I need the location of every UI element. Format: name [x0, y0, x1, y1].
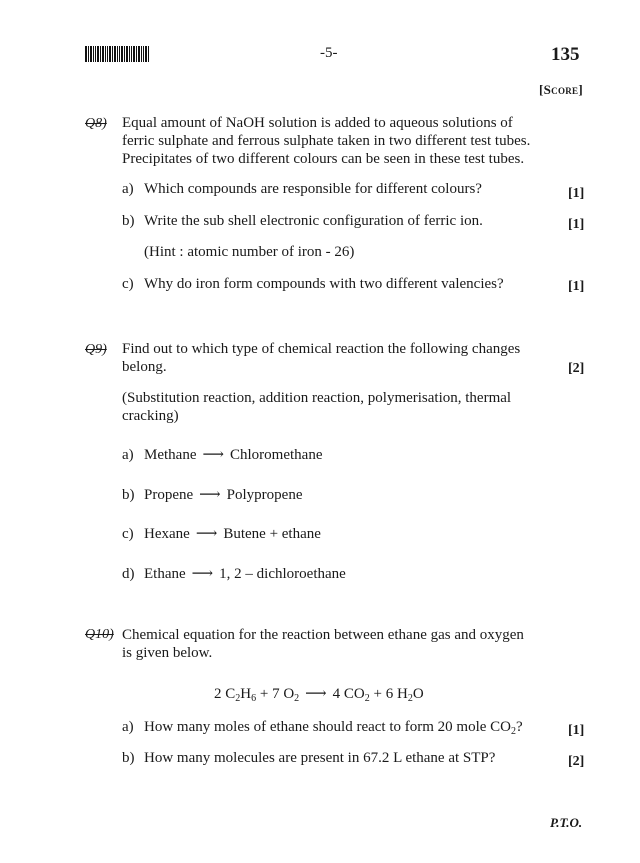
q9-options	[122, 389, 552, 425]
q9-options-line: cracking)	[122, 408, 179, 424]
q9-part-a: a) Methane ⟶ Chloromethane	[122, 447, 323, 463]
q8c-mark: [1]	[568, 279, 585, 294]
q10-number: Q10)	[85, 627, 114, 642]
q8-text-line: Precipitates of two different colours can be seen in these test tubes.	[122, 151, 525, 167]
q9-text	[122, 340, 552, 376]
q8-hint: (Hint : atomic number of iron - 26)	[144, 244, 355, 260]
q9-number: Q9)	[85, 342, 107, 357]
score-heading: [Score]	[539, 82, 583, 97]
reaction-arrow-icon: ⟶	[195, 526, 218, 542]
q9-part-d: d) Ethane ⟶ 1, 2 – dichloroethane	[122, 566, 346, 582]
q8-part-c: c) Why do iron form compounds with two different valencies?	[122, 276, 504, 292]
q8-text-line: Equal amount of NaOH solution is added to aqueous solutions of	[122, 115, 513, 131]
q9-mark: [2]	[568, 361, 585, 376]
q8-text	[122, 114, 552, 168]
q10-equation: 2 $C_2H_6 + 7$ $O_2$ ⟶ 4 $CO_2 + 6$ $H_2O$	[214, 686, 424, 704]
barcode	[85, 46, 149, 62]
q10a-mark: [1]	[568, 723, 585, 738]
page-number: -5-	[320, 45, 338, 61]
q10-text-line: is given below.	[122, 645, 213, 661]
q10-text-line: Chemical equation for the reaction between ethane gas and oxygen	[122, 627, 524, 643]
reaction-arrow-icon: ⟶	[305, 686, 327, 702]
q8-part-b: b) Write the sub shell electronic configuration of ferric ion.	[122, 213, 483, 229]
q10-part-a: a) How many moles of ethane should react to form 20 mole $CO_2$?	[122, 719, 523, 737]
reaction-arrow-icon: ⟶	[199, 487, 221, 503]
q9-text-line: belong.	[122, 359, 167, 375]
q9-part-b: b) Propene ⟶ Polypropene	[122, 487, 303, 503]
q8a-mark: [1]	[568, 186, 585, 201]
q8b-mark: [1]	[568, 217, 585, 232]
q8-part-a: a) Which compounds are responsible for different colours?	[122, 181, 482, 197]
reaction-arrow-icon: ⟶	[191, 566, 214, 582]
q10-part-b: b) How many molecules are present in 67.2 L ethane at STP?	[122, 750, 496, 766]
reaction-arrow-icon: ⟶	[202, 447, 224, 463]
paper-code: 135	[551, 44, 580, 65]
q8-text-line: ferric sulphate and ferrous sulphate taken in two different test tubes.	[122, 133, 531, 149]
q9-part-c: c) Hexane ⟶ Butene + ethane	[122, 526, 321, 542]
q10b-mark: [2]	[568, 754, 585, 769]
pto-label: P.T.O.	[550, 815, 583, 830]
q9-options-line: (Substitution reaction, addition reaction, polymerisation, thermal	[122, 390, 512, 406]
q9-text-line: Find out to which type of chemical reaction the following changes	[122, 341, 521, 357]
q10-text	[122, 626, 552, 662]
q8-number: Q8)	[85, 116, 107, 131]
